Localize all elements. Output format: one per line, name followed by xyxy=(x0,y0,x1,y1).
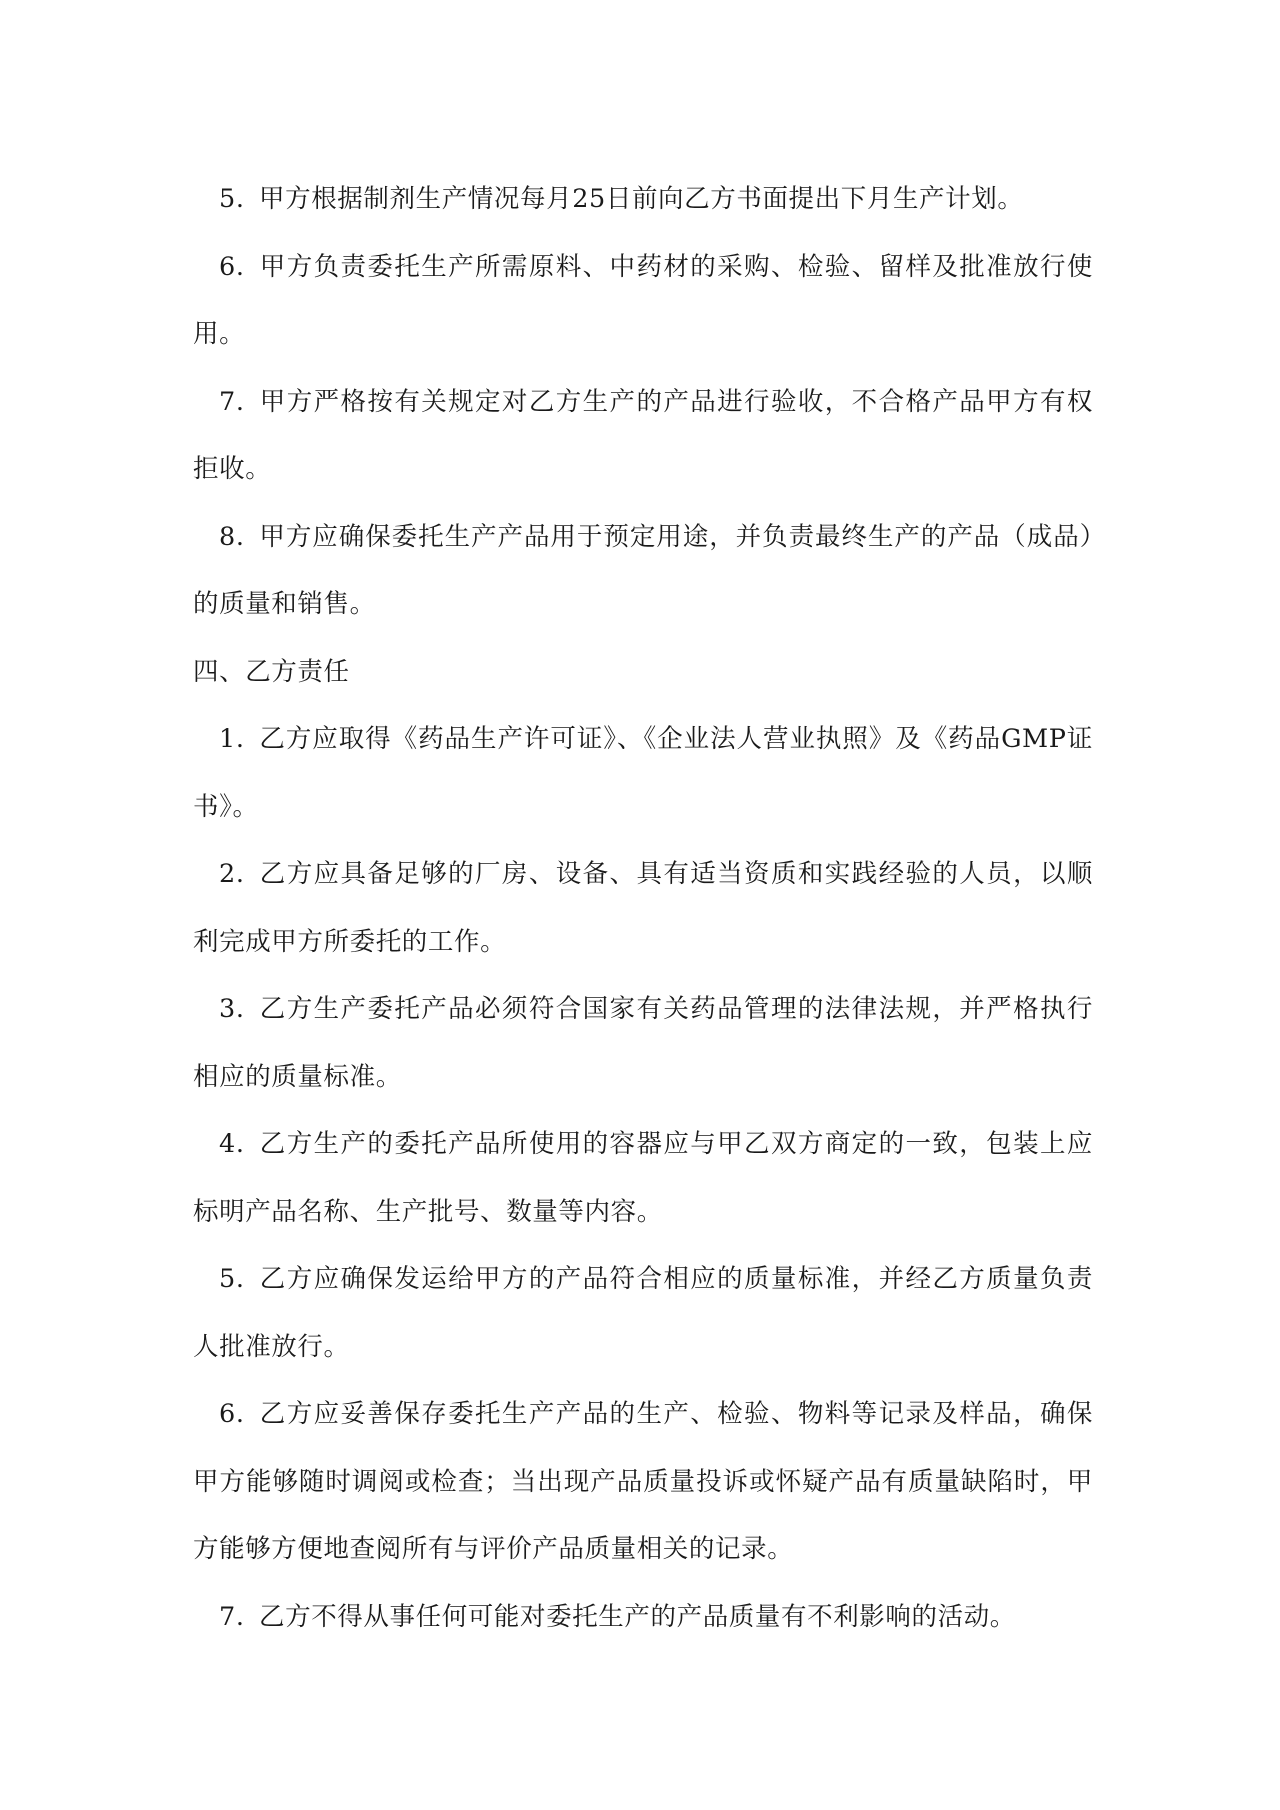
clause-number: 2. xyxy=(219,859,245,889)
document-body xyxy=(193,166,1093,1651)
clause-a-5 xyxy=(193,166,1093,234)
clause-a-6 xyxy=(193,234,1093,369)
clause-number: 7. xyxy=(219,386,245,417)
clause-number: 1. xyxy=(219,724,245,754)
clause-b-5 xyxy=(193,1246,1093,1381)
section-heading-party-b: 四、乙方责任 xyxy=(193,656,350,687)
clause-b-2 xyxy=(193,841,1093,976)
clause-text: 乙方生产委托产品必须符合国家有关药品管理的法律法规，并严格执行相应的质量标准。 xyxy=(193,994,1093,1092)
clause-number: 6. xyxy=(219,251,245,282)
clause-text: 甲方严格按有关规定对乙方生产的产品进行验收，不合格产品甲方有权拒收。 xyxy=(193,386,1093,484)
clause-text: 甲方负责委托生产所需原料、中药材的采购、检验、留样及批准放行使用。 xyxy=(193,251,1093,349)
clause-text: 乙方应确保发运给甲方的产品符合相应的质量标准，并经乙方质量负责人批准放行。 xyxy=(193,1264,1093,1362)
clause-a-7 xyxy=(193,369,1093,504)
clause-number: 6. xyxy=(219,1399,245,1429)
clause-number: 4. xyxy=(219,1129,245,1159)
clause-number: 5. xyxy=(219,1264,245,1294)
clause-text: 乙方应取得《药品生产许可证》、《企业法人营业执照》及《药品GMP证书》。 xyxy=(193,724,1093,822)
clause-text: 乙方不得从事任何可能对委托生产的产品质量有不利影响的活动。 xyxy=(259,1601,1016,1632)
clause-number: 5. xyxy=(219,184,245,214)
clause-b-7 xyxy=(193,1584,1093,1652)
clause-text: 乙方应具备足够的厂房、设备、具有适当资质和实践经验的人员，以顺利完成甲方所委托的工作。 xyxy=(193,859,1093,957)
clause-b-6 xyxy=(193,1381,1093,1584)
clause-number: 7. xyxy=(219,1601,245,1632)
clause-text: 乙方生产的委托产品所使用的容器应与甲乙双方商定的一致，包装上应标明产品名称、生产批号、数量等内容。 xyxy=(193,1129,1093,1227)
clause-b-3 xyxy=(193,976,1093,1111)
clause-b-1 xyxy=(193,706,1093,841)
clause-text: 甲方根据制剂生产情况每月25日前向乙方书面提出下月生产计划。 xyxy=(259,184,1024,214)
clause-number: 8. xyxy=(219,521,245,552)
clause-a-8 xyxy=(193,504,1093,639)
clause-text: 乙方应妥善保存委托生产产品的生产、检验、物料等记录及样品，确保甲方能够随时调阅或检查；当出现产品质量投诉或怀疑产品有质量缺陷时，甲方能够方便地查阅所有与评价产品质量相关的记录。 xyxy=(193,1399,1093,1564)
clause-text: 甲方应确保委托生产产品用于预定用途，并负责最终生产的产品（成品）的质量和销售。 xyxy=(193,521,1093,619)
clause-b-4 xyxy=(193,1111,1093,1246)
clause-number: 3. xyxy=(219,994,245,1024)
